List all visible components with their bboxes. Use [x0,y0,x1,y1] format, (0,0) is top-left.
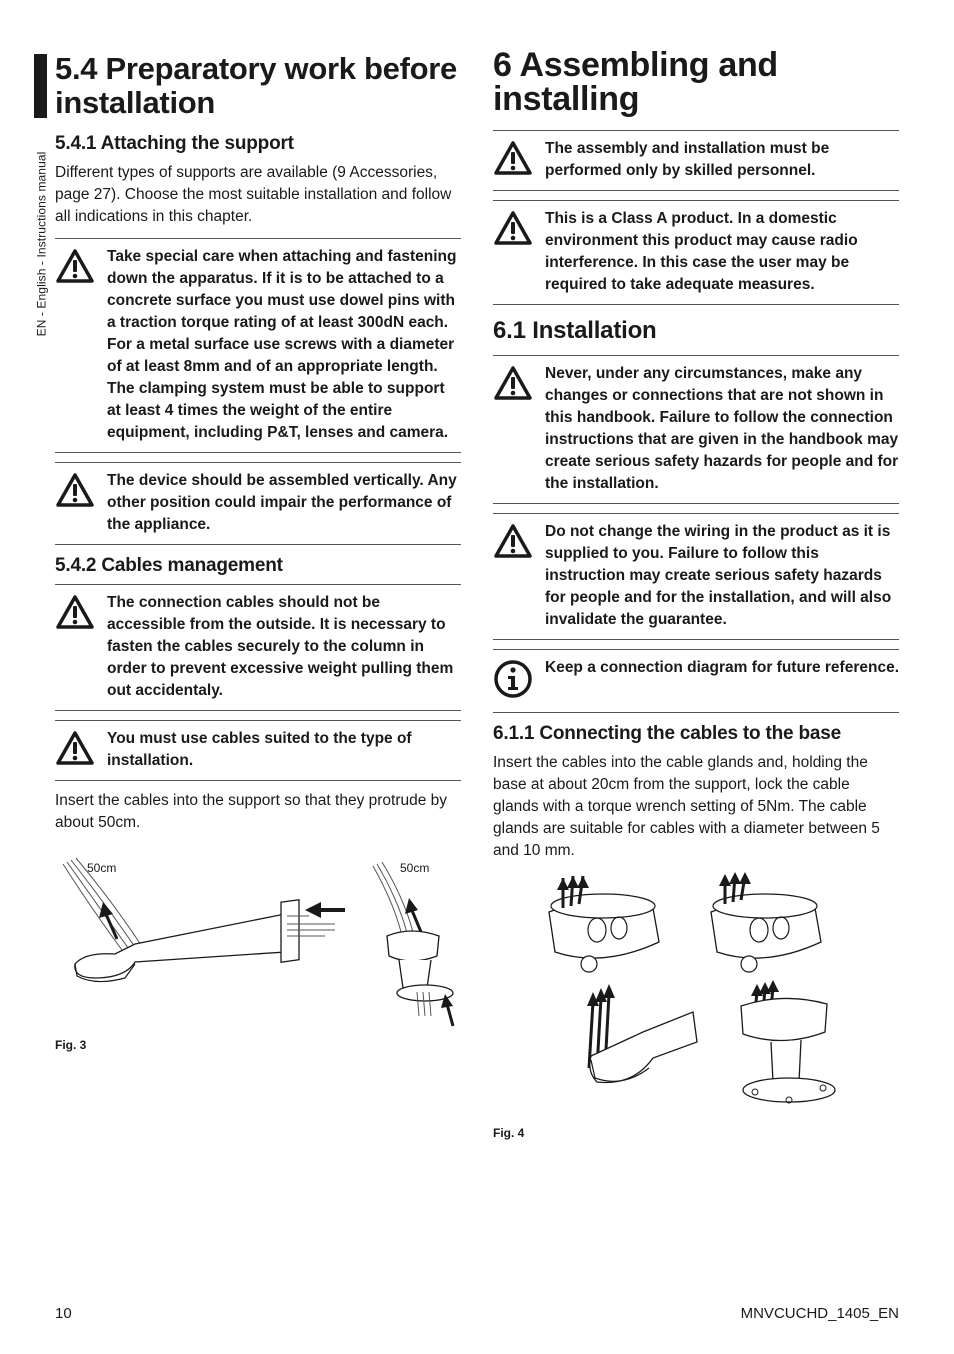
warning-text: The connection cables should not be accessible from the outside. It is necessary to fasten the cables securely to the column in order to prevent excessive weight pulling them out accidentaly. [107,594,454,699]
warning-triangle-icon [493,138,545,181]
warning-notice [493,200,899,305]
paragraph-connecting-cables: Insert the cables into the cable glands and, holding the base at about 20cm from the support, lock the cable glands with a torque wrench setting of 5Nm. The cable glands are suitable for cables with a diameter between 5 and 10 mm. [493,754,880,859]
right-column [493,48,899,1140]
warning-triangle-icon [493,208,545,251]
info-circle-icon [493,657,545,704]
document-code: MNVCUCHD_1405_EN [740,1305,899,1322]
section-title-5-4: 5.4 Preparatory work before installation [55,51,457,120]
warning-notice [55,462,461,545]
warning-text: Never, under any circumstances, make any changes or connections that are not shown in this handbook. Failure to follow the connection instructions that are given in the handbook may create serious safety hazards for people and for the installation. [545,365,899,492]
dimension-label: 50cm [400,861,430,875]
section-title-6-1: 6.1 Installation [493,317,657,344]
page-number: 10 [55,1305,72,1322]
figure-4-illustration [493,872,899,1117]
paragraph-attaching-support: Different types of supports are available (9 Accessories, page 27). Choose the most suitable installation and follow all indications in this chapter. [55,164,452,225]
subsection-title-5-4-1: 5.4.1 Attaching the support [55,133,294,154]
dimension-label: 50cm [87,861,117,875]
warning-triangle-icon [493,521,545,564]
warning-triangle-icon [55,728,107,771]
section-accent-bar [34,54,47,118]
warning-triangle-icon [55,470,107,513]
warning-triangle-icon [55,246,107,289]
warning-triangle-icon [493,363,545,406]
warning-notice [55,584,461,711]
warning-notice [493,355,899,504]
warning-text: The device should be assembled vertically. Any other position could impair the performance of the appliance. [107,472,457,533]
warning-notice [55,720,461,781]
subsection-title-5-4-2: 5.4.2 Cables management [55,555,283,576]
warning-text: Take special care when attaching and fastening down the apparatus. If it is to be attached to a concrete surface you must use dowel pins with a traction torque rating of at least 300dN each. For a metal surface use screws with a diameter of at least 8mm and of an appropriate length. The clamping system must be able to support at least 4 times the weight of the entire equipment, including P&T, lenses and camera. [107,248,457,441]
chapter-title-6: 6 Assembling and installing [493,46,778,118]
warning-notice [493,513,899,640]
figure-4-caption: Fig. 4 [493,1126,525,1140]
warning-text: The assembly and installation must be performed only by skilled personnel. [545,140,830,179]
side-label: EN - English - Instructions manual [34,151,48,337]
left-column [55,48,461,1052]
info-text: Keep a connection diagram for future reference. [545,659,900,676]
warning-text: This is a Class A product. In a domestic environment this product may cause radio interference. In this case the user may be required to take adequate measures. [545,210,858,293]
warning-triangle-icon [55,592,107,635]
subsection-title-6-1-1: 6.1.1 Connecting the cables to the base [493,723,842,744]
warning-text: You must use cables suited to the type of installation. [107,730,412,769]
warning-notice [493,130,899,191]
figure-3-caption: Fig. 3 [55,1038,87,1052]
paragraph-cables-support: Insert the cables into the support so that they protrude by about 50cm. [55,792,448,831]
info-notice [493,649,899,713]
figure-3-illustration [55,844,461,1029]
warning-notice [55,238,461,453]
warning-text: Do not change the wiring in the product as it is supplied to you. Failure to follow this instruction may create serious safety hazards for people and for the installation, and will also invalidate the guarantee. [545,523,892,628]
